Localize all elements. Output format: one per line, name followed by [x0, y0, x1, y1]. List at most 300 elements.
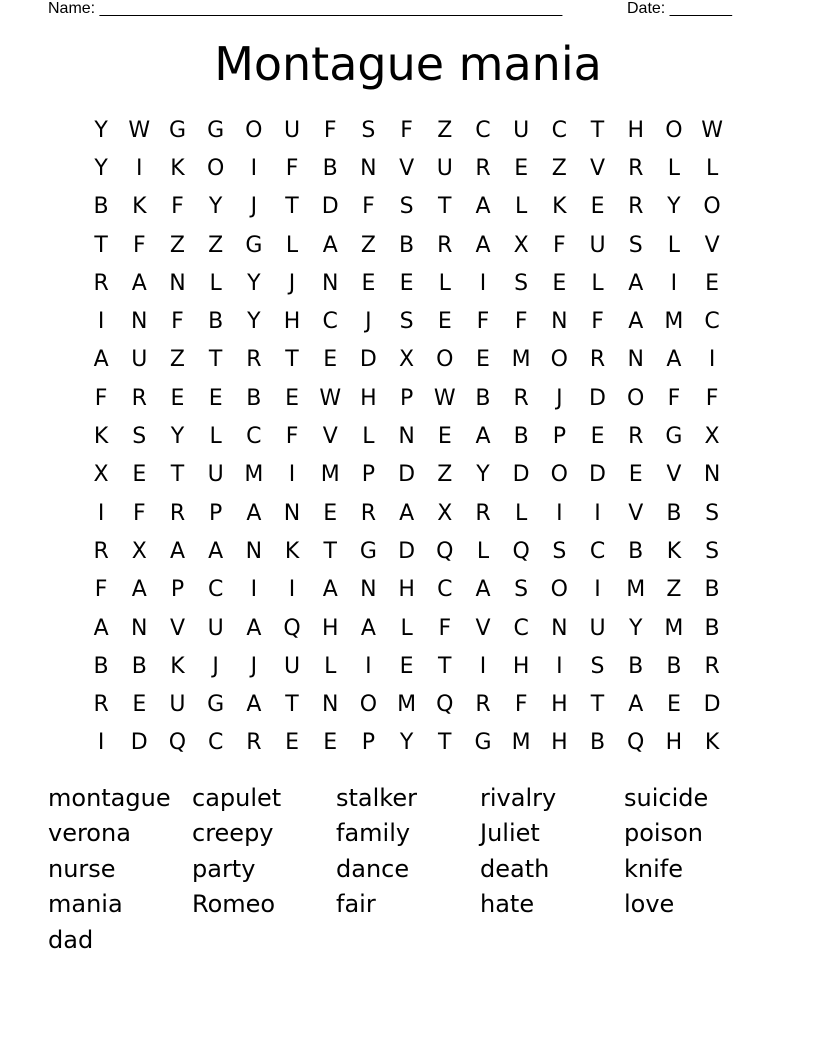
grid-letter: N — [398, 424, 415, 450]
grid-letter: Q — [436, 692, 454, 718]
grid-letter: L — [476, 538, 490, 564]
grid-letter: A — [208, 538, 224, 564]
grid-letter: Z — [360, 232, 376, 258]
grid-letter: Q — [436, 538, 454, 564]
grid-letter: L — [209, 270, 222, 296]
grid-letter: N — [245, 538, 263, 564]
grid-letter: O — [359, 692, 378, 718]
grid-letter: U — [589, 232, 606, 258]
grid-letter: L — [705, 155, 719, 181]
grid-letter: N — [551, 309, 568, 335]
grid-letter: T — [590, 117, 605, 143]
grid-letter: V — [475, 615, 491, 641]
grid-letter: E — [476, 347, 490, 373]
grid-letter: E — [170, 385, 185, 411]
grid-letter: E — [323, 347, 338, 373]
grid-letter: U — [131, 347, 148, 373]
grid-letter: I — [250, 155, 258, 181]
grid-letter: B — [666, 653, 682, 679]
grid-letter: X — [131, 538, 147, 564]
word-bank-item: dad — [48, 925, 94, 954]
grid-letter: V — [628, 500, 644, 526]
grid-letter: I — [136, 155, 143, 181]
grid-letter: Z — [169, 232, 185, 258]
grid-letter: C — [322, 309, 338, 335]
word-bank — [48, 780, 768, 958]
grid-letter: A — [628, 692, 644, 718]
grid-letter: Q — [627, 730, 645, 756]
grid-letter: S — [552, 538, 567, 564]
grid-letter: R — [360, 500, 377, 526]
grid-letter: W — [433, 385, 456, 411]
grid-letter: I — [670, 270, 678, 296]
grid-letter: R — [93, 538, 109, 564]
grid-letter: E — [437, 309, 452, 335]
grid-letter: A — [322, 577, 338, 603]
grid-letter: K — [170, 155, 185, 181]
grid-letter: T — [285, 194, 299, 220]
grid-letter: B — [704, 577, 720, 603]
grid-letter: O — [550, 462, 568, 488]
grid-letter: F — [476, 309, 490, 335]
grid-letter: F — [514, 309, 528, 335]
grid-letter: A — [131, 270, 147, 296]
date-field-label: Date: _______ — [627, 0, 732, 17]
grid-letter: E — [208, 385, 223, 411]
grid-letter: I — [594, 577, 601, 603]
grid-letter: B — [628, 538, 644, 564]
grid-letter: T — [285, 347, 299, 373]
grid-letter: I — [594, 500, 601, 526]
grid-letter: H — [321, 615, 339, 641]
grid-letter: A — [666, 347, 682, 373]
grid-letter: T — [438, 653, 452, 679]
word-bank-item: hate — [480, 890, 535, 919]
grid-letter: I — [288, 462, 296, 488]
grid-letter: J — [556, 385, 563, 411]
grid-letter: N — [321, 692, 339, 718]
grid-letter: U — [207, 462, 224, 488]
grid-letter: W — [701, 117, 723, 143]
grid-letter: C — [437, 577, 453, 603]
grid-letter: I — [479, 270, 487, 296]
grid-letter: M — [397, 692, 417, 718]
grid-letter: Y — [399, 730, 414, 756]
grid-letter: O — [550, 577, 568, 603]
grid-letter: Y — [94, 117, 108, 143]
grid-letter: G — [207, 692, 225, 718]
grid-letter: F — [132, 500, 146, 526]
grid-letter: S — [590, 653, 605, 679]
grid-letter: D — [359, 347, 377, 373]
grid-letter: M — [511, 347, 531, 373]
grid-letter: V — [704, 232, 720, 258]
grid-letter: A — [475, 194, 491, 220]
grid-letter: H — [551, 692, 568, 718]
grid-letter: N — [703, 462, 721, 488]
page-title: Montague mania — [214, 37, 602, 91]
grid-letter: I — [97, 309, 105, 335]
word-bank-item: fair — [336, 890, 376, 919]
grid-letter: A — [246, 615, 262, 641]
grid-letter: Z — [551, 155, 567, 181]
grid-letter: I — [556, 500, 563, 526]
grid-letter: F — [323, 117, 337, 143]
grid-letter: E — [285, 730, 299, 756]
grid-letter: U — [169, 692, 186, 718]
grid-letter: O — [550, 347, 568, 373]
grid-letter: F — [705, 385, 719, 411]
grid-letter: V — [590, 155, 606, 181]
letter-grid — [82, 111, 731, 762]
grid-letter: K — [704, 730, 720, 756]
grid-letter: A — [93, 615, 109, 641]
grid-letter: Y — [628, 615, 643, 641]
grid-letter: Q — [283, 615, 301, 641]
grid-letter: E — [590, 424, 605, 450]
grid-letter: B — [589, 730, 606, 756]
grid-letter: M — [664, 615, 684, 641]
grid-letter: E — [437, 424, 452, 450]
grid-letter: D — [321, 194, 339, 220]
grid-letter: D — [398, 462, 416, 488]
grid-letter: F — [94, 577, 108, 603]
grid-letter: L — [285, 232, 299, 258]
grid-letter: N — [169, 270, 186, 296]
grid-letter: F — [285, 424, 299, 450]
grid-letter: R — [131, 385, 147, 411]
grid-letter: S — [132, 424, 147, 450]
grid-letter: J — [250, 194, 258, 220]
grid-letter: A — [246, 692, 262, 718]
grid-letter: O — [627, 385, 645, 411]
grid-letter: B — [513, 424, 529, 450]
grid-letter: D — [589, 462, 606, 488]
grid-letter: R — [475, 155, 491, 181]
grid-letter: T — [438, 730, 452, 756]
grid-letter: C — [207, 730, 224, 756]
word-bank-item: Juliet — [480, 819, 540, 848]
grid-letter: B — [322, 155, 338, 181]
grid-letter: E — [552, 270, 567, 296]
grid-letter: L — [362, 424, 375, 450]
grid-letter: U — [283, 117, 301, 143]
grid-letter: E — [705, 270, 720, 296]
word-bank-item: love — [624, 890, 675, 919]
grid-letter: S — [399, 309, 414, 335]
grid-letter: Q — [512, 538, 530, 564]
grid-letter: Z — [666, 577, 682, 603]
grid-letter: E — [628, 462, 643, 488]
grid-letter: R — [589, 347, 606, 373]
grid-letter: Q — [168, 730, 187, 756]
grid-letter: G — [245, 232, 263, 258]
grid-letter: C — [513, 615, 529, 641]
grid-letter: E — [323, 500, 338, 526]
word-bank-item: mania — [48, 890, 123, 919]
grid-letter: P — [361, 462, 376, 488]
grid-letter: G — [474, 730, 492, 756]
grid-letter: P — [209, 500, 223, 526]
grid-letter: T — [323, 538, 337, 564]
grid-letter: E — [514, 155, 529, 181]
grid-letter: F — [171, 194, 184, 220]
word-bank-item: montague — [48, 783, 171, 812]
grid-letter: L — [438, 270, 451, 296]
grid-letter: V — [399, 155, 415, 181]
grid-letter: B — [93, 653, 109, 679]
grid-letter: L — [515, 500, 528, 526]
grid-letter: A — [475, 232, 491, 258]
grid-letter: I — [97, 730, 105, 756]
grid-letter: Y — [170, 424, 185, 450]
grid-letter: W — [128, 117, 151, 143]
grid-letter: I — [365, 653, 372, 679]
grid-letter: H — [398, 577, 415, 603]
grid-letter: R — [475, 500, 491, 526]
grid-letter: I — [97, 500, 105, 526]
grid-letter: X — [704, 424, 720, 450]
grid-letter: N — [283, 500, 301, 526]
grid-letter: S — [628, 232, 643, 258]
grid-letter: B — [93, 194, 109, 220]
grid-letter: N — [360, 155, 377, 181]
grid-letter: N — [131, 309, 148, 335]
grid-letter: C — [551, 117, 568, 143]
grid-letter: E — [132, 462, 147, 488]
grid-letter: F — [285, 155, 299, 181]
grid-letter: G — [665, 424, 683, 450]
grid-letter: H — [283, 309, 301, 335]
grid-letter: S — [514, 270, 529, 296]
grid-letter: T — [94, 232, 108, 258]
grid-letter: L — [667, 232, 681, 258]
grid-letter: R — [513, 385, 529, 411]
word-bank-item: creepy — [192, 819, 274, 848]
grid-letter: Y — [476, 462, 490, 488]
grid-letter: L — [667, 155, 681, 181]
grid-letter: A — [399, 500, 415, 526]
word-bank-item: party — [192, 854, 256, 883]
grid-letter: O — [703, 194, 721, 220]
name-field-label: Name: ____________________________________________________ — [48, 0, 563, 17]
grid-letter: H — [551, 730, 568, 756]
grid-letter: N — [627, 347, 644, 373]
grid-letter: L — [209, 424, 222, 450]
grid-letter: H — [627, 117, 644, 143]
grid-letter: F — [591, 309, 604, 335]
grid-letter: F — [94, 385, 108, 411]
grid-letter: X — [513, 232, 529, 258]
grid-letter: Z — [208, 232, 224, 258]
grid-letter: V — [322, 424, 338, 450]
grid-letter: E — [590, 194, 605, 220]
grid-letter: F — [438, 615, 452, 641]
word-bank-item: nurse — [48, 854, 116, 883]
grid-letter: M — [511, 730, 531, 756]
grid-letter: E — [399, 653, 414, 679]
grid-letter: X — [437, 500, 453, 526]
grid-letter: B — [399, 232, 415, 258]
grid-letter: A — [322, 232, 338, 258]
grid-letter: V — [666, 462, 682, 488]
grid-letter: I — [708, 347, 716, 373]
grid-letter: Y — [247, 309, 261, 335]
grid-letter: D — [589, 385, 606, 411]
grid-letter: I — [479, 653, 487, 679]
grid-letter: T — [590, 692, 605, 718]
grid-letter: K — [552, 194, 567, 220]
grid-letter: L — [591, 270, 604, 296]
grid-letter: E — [285, 385, 299, 411]
word-bank-item: knife — [624, 854, 683, 883]
header — [48, 0, 748, 18]
grid-letter: S — [361, 117, 376, 143]
word-bank-item: verona — [48, 819, 131, 848]
grid-letter: J — [288, 270, 296, 296]
grid-letter: R — [704, 653, 720, 679]
grid-letter: T — [285, 692, 299, 718]
grid-letter: R — [437, 232, 453, 258]
grid-letter: C — [207, 577, 224, 603]
grid-letter: A — [628, 309, 644, 335]
grid-letter: I — [250, 577, 258, 603]
grid-letter: C — [246, 424, 262, 450]
grid-letter: C — [704, 309, 720, 335]
grid-letter: G — [168, 117, 186, 143]
grid-letter: J — [212, 653, 219, 679]
word-bank-item: Romeo — [192, 890, 276, 919]
grid-letter: J — [250, 653, 258, 679]
grid-letter: B — [246, 385, 262, 411]
grid-letter: E — [323, 730, 338, 756]
grid-letter: B — [475, 385, 491, 411]
grid-letter: M — [320, 462, 340, 488]
grid-letter: R — [93, 270, 109, 296]
grid-letter: K — [132, 194, 147, 220]
grid-letter: B — [131, 653, 147, 679]
grid-letter: P — [552, 424, 566, 450]
grid-letter: D — [703, 692, 721, 718]
word-bank-item: rivalry — [480, 783, 557, 812]
grid-letter: M — [664, 309, 684, 335]
grid-letter: A — [475, 577, 491, 603]
grid-letter: N — [551, 615, 568, 641]
grid-letter: R — [475, 692, 491, 718]
grid-letter: N — [360, 577, 377, 603]
grid-letter: I — [556, 653, 563, 679]
grid-letter: R — [628, 424, 644, 450]
grid-letter: A — [131, 577, 147, 603]
grid-letter: G — [207, 117, 225, 143]
grid-letter: A — [169, 538, 185, 564]
grid-letter: Z — [437, 462, 453, 488]
grid-letter: B — [666, 500, 682, 526]
grid-letter: G — [359, 538, 377, 564]
grid-letter: S — [705, 538, 720, 564]
grid-letter: E — [132, 692, 147, 718]
grid-letter: F — [400, 117, 413, 143]
grid-letter: R — [246, 347, 262, 373]
grid-letter: P — [399, 385, 414, 411]
grid-letter: F — [667, 385, 681, 411]
grid-letter: U — [589, 615, 606, 641]
grid-letter: A — [628, 270, 644, 296]
grid-letter: F — [553, 232, 566, 258]
grid-letter: O — [245, 117, 263, 143]
grid-letter: D — [512, 462, 530, 488]
grid-letter: A — [360, 615, 376, 641]
grid-letter: K — [93, 424, 109, 450]
grid-letter: N — [131, 615, 148, 641]
grid-letter: V — [169, 615, 185, 641]
grid-letter: K — [666, 538, 682, 564]
grid-letter: U — [207, 615, 224, 641]
grid-letter: J — [365, 309, 372, 335]
grid-letter: A — [475, 424, 491, 450]
word-bank-item: capulet — [192, 783, 282, 812]
grid-letter: X — [93, 462, 109, 488]
grid-letter: K — [170, 653, 185, 679]
grid-letter: H — [665, 730, 683, 756]
grid-letter: R — [169, 500, 186, 526]
grid-letter: B — [628, 653, 644, 679]
grid-letter: T — [208, 347, 223, 373]
grid-letter: W — [319, 385, 342, 411]
word-bank-item: stalker — [336, 783, 417, 812]
word-bank-item: suicide — [624, 783, 709, 812]
grid-letter: R — [628, 194, 644, 220]
grid-letter: B — [208, 309, 224, 335]
word-bank-item: dance — [336, 854, 410, 883]
grid-letter: H — [512, 653, 530, 679]
grid-letter: O — [436, 347, 454, 373]
grid-letter: L — [324, 653, 337, 679]
grid-letter: P — [361, 730, 376, 756]
grid-letter: Z — [169, 347, 185, 373]
grid-letter: P — [170, 577, 185, 603]
grid-letter: O — [206, 155, 225, 181]
grid-letter: C — [589, 538, 606, 564]
grid-letter: U — [436, 155, 453, 181]
grid-letter: B — [704, 615, 720, 641]
grid-letter: I — [288, 577, 296, 603]
grid-letter: T — [438, 194, 452, 220]
grid-letter: S — [514, 577, 529, 603]
grid-letter: Y — [667, 194, 681, 220]
grid-letter: A — [246, 500, 262, 526]
grid-letter: D — [398, 538, 416, 564]
grid-letter: E — [666, 692, 681, 718]
grid-letter: N — [321, 270, 339, 296]
grid-letter: T — [170, 462, 185, 488]
grid-letter: F — [362, 194, 375, 220]
grid-letter: H — [360, 385, 377, 411]
grid-letter: K — [284, 538, 300, 564]
grid-letter: U — [283, 653, 301, 679]
grid-letter: L — [515, 194, 528, 220]
grid-letter: C — [475, 117, 491, 143]
grid-letter: O — [665, 117, 683, 143]
grid-letter: M — [244, 462, 264, 488]
grid-letter: Y — [247, 270, 261, 296]
grid-letter: R — [246, 730, 262, 756]
word-bank-item: death — [480, 854, 550, 883]
grid-letter: S — [705, 500, 720, 526]
grid-letter: S — [399, 194, 414, 220]
grid-letter: E — [361, 270, 376, 296]
grid-letter: Z — [437, 117, 453, 143]
